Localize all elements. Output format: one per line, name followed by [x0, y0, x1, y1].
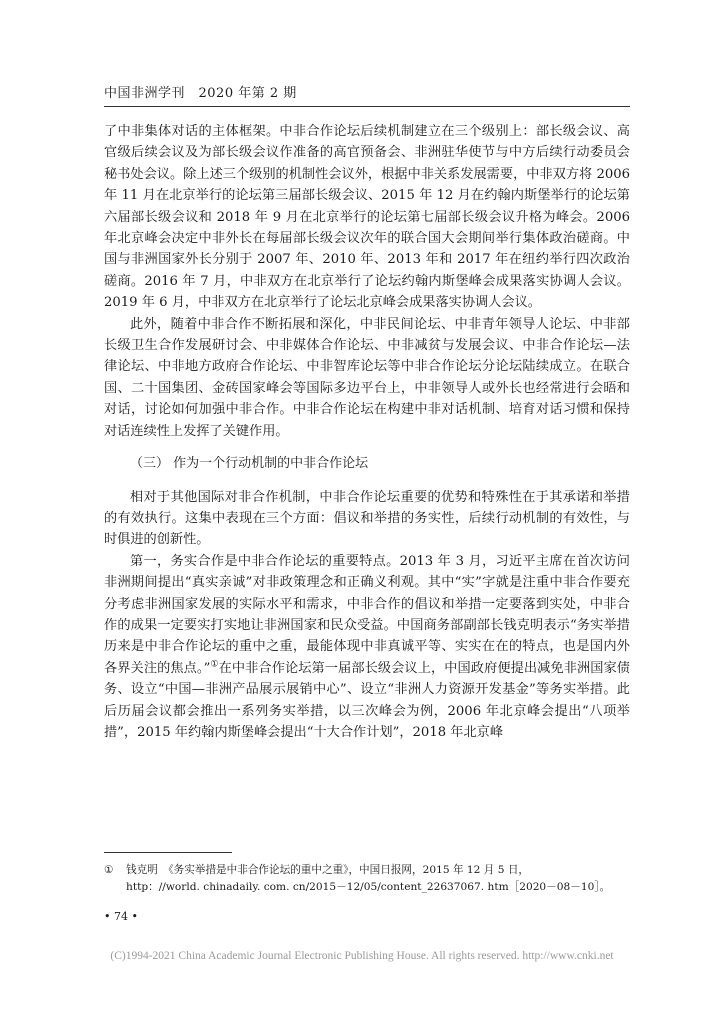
paragraph-1: 了中非集体对话的主体框架。中非合作论坛后续机制建立在三个级别上：部长级会议、高官级后续会议及为部长级会议作准备的高官预备会、非洲驻华使节与中方后续行动委员会秘书处会议。除上述三个级别的机制性会议外，根据中非关系发展需要，中非双方将 2006 年 11 月在北京举行的论坛第三届部长级会议、2015 年 12 月在约翰内斯堡举行的论坛第六届部长级会议和 2018 年 9 月在北京举行的论坛第七届部长级会议升格为峰会。2006 年北京峰会决定中非外长在每届部长级会议次年的联合国大会期间举行集体政治磋商。中国与非洲国家外长分别于 2007 年、2010 年、2013 年和 2017 年在纽约举行四次政治磋商。2016 年 7 月，中非双方在北京举行了论坛约翰内斯堡峰会成果落实协调人会议。2019 年 6 月，中非双方在北京举行了论坛北京峰会成果落实协调人会议。	[104, 124, 630, 311]
footnote-url[interactable]: http：//world. chinadaily. com. cn/2015－12/05/content_22637067. htm［2020－08－10］。	[126, 881, 611, 893]
footnote-marker: ①	[104, 864, 114, 876]
copyright-notice: (C)1994-2021 China Academic Journal Electronic Publishing House. All rights reserved. http://www.cnki.net	[110, 950, 614, 962]
paragraph-4	[104, 551, 630, 744]
footnote-citation: 钱克明 《务实举措是中非合作论坛的重中之重》，中国日报网，2015 年 12 月 5 日，	[126, 864, 530, 876]
paragraph-3: 相对于其他国际对非合作机制，中非合作论坛重要的优势和特殊性在于其承诺和举措的有效执行。这集中表现在三个方面：倡议和举措的务实性，后续行动机制的有效性，与时俱进的创新性。	[104, 489, 630, 548]
paragraph-4-text-a: 第一，务实合作是中非合作论坛的重要特点。2013 年 3 月，习近平主席在首次访问非洲期间提出“真实亲诚”对非政策理念和正确义利观。其中“实”字就是注重中非合作要充分考虑非洲国家发展的实际水平和需求，中非合作的倡议和举措一定要落到实处，中非合作的成果一定要实打实地让非洲国家和民众受益。中国商务部副部长钱克明表示“务实举措历来是中非合作论坛的重中之重，最能体现中非真诚平等、实实在在的特点，也是国内外各界关注的焦点。”	[104, 553, 630, 676]
paragraph-2: 此外，随着中非合作不断拓展和深化，中非民间论坛、中非青年领导人论坛、中非部长级卫生合作发展研讨会、中非媒体合作论坛、中非减贫与发展会议、中非合作论坛—法律论坛、中非地方政府合作论坛、中非智库论坛等中非合作论坛分论坛陆续成立。在联合国、二十国集团、金砖国家峰会等国际多边平台上，中非领导人或外长也经常进行会晤和对话，讨论如何加强中非合作。中非合作论坛在构建中非对话机制、培育对话习惯和保持对话连续性上发挥了关键作用。	[104, 316, 630, 439]
running-head: 中国非洲学刊 2020 年第 2 期	[104, 86, 297, 101]
footnote	[104, 862, 630, 896]
article-body	[104, 121, 630, 743]
section-heading: （三） 作为一个行动机制的中非合作论坛	[130, 456, 369, 472]
footnote-rule	[104, 852, 232, 853]
header-rule	[104, 106, 630, 107]
page-number: • 74 •	[104, 910, 138, 923]
footnote-reference[interactable]: ①	[210, 659, 219, 670]
paragraph-4-text-b: 在中非合作论坛第一届部长级会议上，中国政府便提出减免非洲国家债务、设立“中国—非洲产品展示展销中心”、设立“非洲人力资源开发基金”等务实举措。此后历届会议都会推出一系列务实举措，以三次峰会为例，2006 年北京峰会提出“八项举措”，2015 年约翰内斯堡峰会提出“十大合作计划”，2018 年北京峰	[104, 660, 630, 740]
